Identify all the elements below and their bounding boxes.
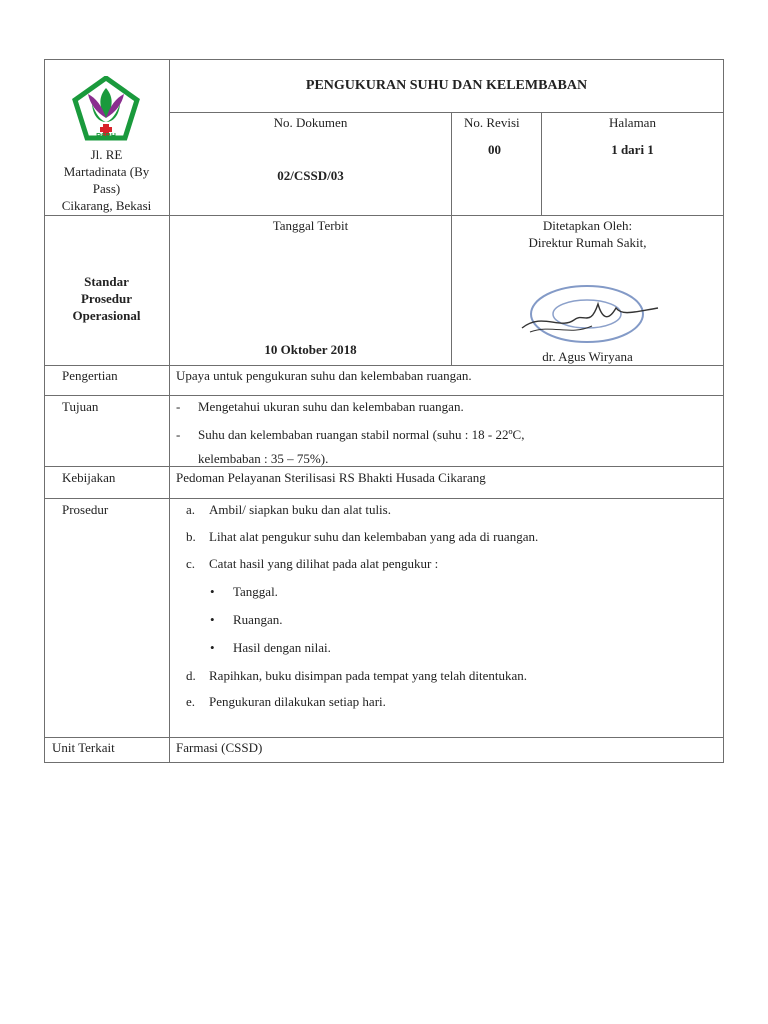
prosedur-sub-bullet: • (210, 640, 215, 655)
ditetapkan-oleh-label: Ditetapkan Oleh: (542, 218, 633, 233)
tujuan-marker: - (176, 427, 181, 442)
tanggal-terbit-value: 10 Oktober 2018 (264, 342, 357, 357)
tujuan-row-divider (44, 466, 724, 467)
pengertian-label: Pengertian (62, 368, 118, 383)
kebijakan-row-divider (44, 498, 724, 499)
document-title: PENGUKURAN SUHU DAN KELEMBABAN (305, 78, 588, 93)
prosedur-sub-bullet: • (210, 612, 215, 627)
hospital-address-line: Martadinata (By (63, 164, 150, 179)
prosedur-label: Prosedur (62, 502, 109, 517)
tujuan-item: Suhu dan kelembaban ruangan stabil normal (suhu : 18 - 22ºC, (198, 427, 525, 442)
table-border-right (723, 59, 724, 763)
header-row-divider (44, 215, 724, 216)
prosedur-sub-bullet: • (210, 584, 215, 599)
tujuan-item: Mengetahui ukuran suhu dan kelembaban ruangan. (198, 399, 464, 414)
no-dokumen-label: No. Dokumen (273, 115, 348, 130)
label-column-divider (169, 59, 170, 763)
unit-terkait-label: Unit Terkait (52, 740, 115, 755)
ditetapkan-oleh-title: Direktur Rumah Sakit, (528, 235, 647, 250)
sop-row-divider (44, 365, 724, 366)
sop-title-line: Standar (84, 274, 129, 289)
kebijakan-label: Kebijakan (62, 470, 116, 485)
hospital-logo (72, 76, 140, 144)
no-dokumen-value: 02/CSSD/03 (277, 168, 344, 183)
halaman-label: Halaman (609, 115, 656, 130)
pengertian-row-divider (44, 395, 724, 396)
signature-stamp (512, 282, 662, 346)
prosedur-sub-item: Tanggal. (233, 584, 278, 599)
prosedur-sub-item: Hasil dengan nilai. (233, 640, 331, 655)
no-revisi-value: 00 (488, 142, 501, 157)
table-border-top (44, 59, 724, 60)
title-row-divider (170, 112, 724, 113)
hospital-address-line: Pass) (92, 181, 121, 196)
no-revisi-label: No. Revisi (464, 115, 520, 130)
prosedur-step-marker: e. (186, 694, 196, 709)
logo-text: RSBH (96, 133, 116, 140)
signatory-name: dr. Agus Wiryana (542, 349, 633, 364)
tanggal-terbit-label: Tanggal Terbit (272, 218, 349, 233)
pengertian-text: Upaya untuk pengukuran suhu dan kelembaban ruangan. (176, 368, 472, 383)
sop-title-line: Operasional (72, 308, 141, 323)
hospital-address-line: Jl. RE (90, 147, 123, 162)
sop-title-line: Prosedur (80, 291, 133, 306)
prosedur-step: Rapihkan, buku disimpan pada tempat yang telah ditentukan. (209, 668, 528, 683)
prosedur-step-marker: c. (186, 556, 196, 571)
table-border-bottom (44, 762, 724, 763)
prosedur-step-marker: a. (186, 502, 196, 517)
prosedur-step: Catat hasil yang dilihat pada alat pengukur : (209, 556, 439, 571)
tujuan-label: Tujuan (62, 399, 99, 414)
tujuan-item-continuation: kelembaban : 35 – 75%). (198, 451, 329, 466)
halaman-value: 1 dari 1 (611, 142, 654, 157)
kebijakan-text: Pedoman Pelayanan Sterilisasi RS Bhakti Husada Cikarang (176, 470, 486, 485)
hospital-address-line: Cikarang, Bekasi (61, 198, 152, 213)
prosedur-row-divider (44, 737, 724, 738)
prosedur-step: Ambil/ siapkan buku dan alat tulis. (209, 502, 391, 517)
prosedur-step-marker: b. (186, 529, 196, 544)
prosedur-sub-item: Ruangan. (233, 612, 283, 627)
tujuan-marker: - (176, 399, 181, 414)
prosedur-step-marker: d. (186, 668, 196, 683)
unit-terkait-text: Farmasi (CSSD) (176, 740, 263, 755)
prosedur-step: Pengukuran dilakukan setiap hari. (209, 694, 386, 709)
prosedur-step: Lihat alat pengukur suhu dan kelembaban yang ada di ruangan. (209, 529, 539, 544)
